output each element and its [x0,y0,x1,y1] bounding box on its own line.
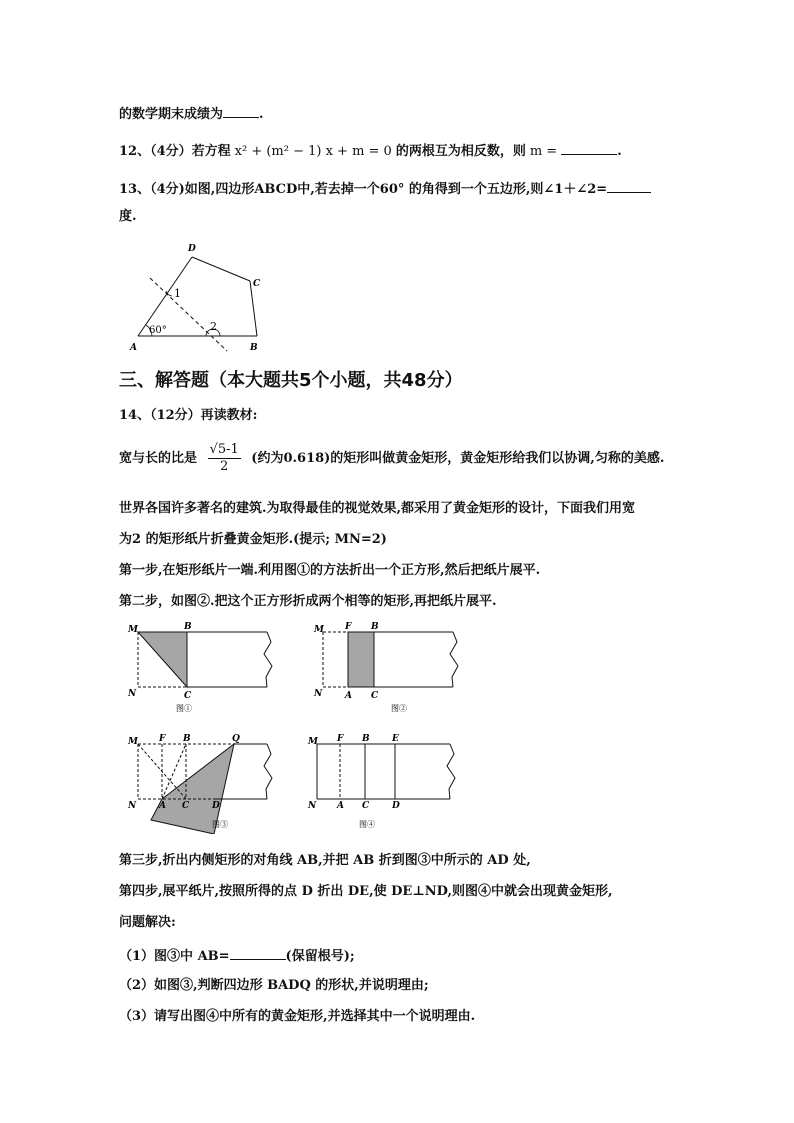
label-n: N [128,801,137,811]
label-angle-2: 2 [210,320,217,333]
label-n: N [308,801,317,811]
q12-var: m = [529,144,558,159]
label-m: M [314,625,324,635]
ratio-suffix: (约为0.618)的矩形叫做黄金矩形，黄金矩形给我们以协调,匀称的美感. [251,451,665,466]
figure-2 [311,622,471,717]
sub1-suffix: (保留根号); [285,949,355,964]
q14-para2-line2: 为2 的矩形纸片折叠黄金矩形.(提示; MN=2) [119,532,387,547]
label-b: B [250,343,258,353]
label-b: B [184,622,192,632]
torn-edge [264,632,272,687]
angle-arc-1 [166,291,172,296]
label-angle-1: 1 [174,287,181,300]
label-c: C [182,801,190,811]
label-m: M [128,625,138,635]
label-d: D [212,801,220,811]
label-b: B [183,734,191,744]
q12-period: . [617,144,622,159]
step-3: 第三步,折出内侧矩形的对角线 AB,并把 AB 折到图③中所示的 AD 处, [119,853,531,868]
label-n: N [314,689,323,699]
label-b: B [371,622,379,632]
q12-mid: 的两根互为相反数，则 [395,144,526,159]
label-n: N [128,689,137,699]
cut-line [150,278,227,351]
label-c: C [362,801,370,811]
q12-equation: x² + (m² − 1) x + m = 0 [234,144,392,159]
label-c: C [371,691,379,701]
label-d: D [188,244,196,254]
q14-para2-line1: 世界各国许多著名的建筑.为取得最佳的视觉效果,都采用了黄金矩形的设计，下面我们用宽 [119,501,636,516]
problem-head: 问题解决: [119,915,176,930]
label-m: M [308,737,318,747]
label-m: M [128,737,138,747]
subquestion-1 [119,945,355,966]
label-q: Q [232,734,240,744]
torn-edge [450,632,458,687]
answer-blank-13[interactable] [607,178,651,193]
label-f: F [345,622,352,632]
label-a: A [159,801,166,811]
step-1: 第一步,在矩形纸片一端.利用图①的方法折出一个正方形,然后把纸片展平. [119,563,541,578]
shaded-rect [348,632,374,687]
question-12 [119,140,622,161]
golden-ratio-fraction [208,442,241,475]
label-f: F [159,734,166,744]
q12-prefix: 12、（4分）若方程 [119,144,231,159]
side-cb [250,281,257,336]
sub1-prefix: （1）图③中 AB= [119,949,230,964]
q14-head: 14、（12分）再读教材: [119,408,258,423]
label-b: B [362,734,370,744]
q13-text: 13、（4分)如图,四边形ABCD中,若去掉一个60° 的角得到一个五边形,则∠1＋∠2= [119,182,608,197]
q14-ratio-line [119,441,664,477]
q13-tail: 度. [119,209,137,224]
ratio-prefix: 宽与长的比是 [119,451,198,466]
subquestion-2: （2）如图③,判断四边形 BADQ 的形状,并说明理由; [119,978,429,993]
q11-tail [119,103,264,124]
caption-2: 图② [391,704,407,713]
q11-text: 的数学期末成绩为 [119,107,224,122]
side-dc [192,257,250,281]
section-title: 三、解答题（本大题共5个小题，共48分） [119,370,463,391]
answer-blank-11[interactable] [223,103,259,118]
torn-edge [447,744,455,799]
figure-3 [124,734,284,834]
caption-1: 图① [176,704,192,713]
label-f: F [337,734,344,744]
answer-blank-12[interactable] [561,140,617,155]
figure-4 [307,734,467,834]
caption-3: 图③ [212,820,228,829]
label-c: C [184,691,192,701]
q11-period: . [259,107,264,122]
subquestion-3: （3）请写出图④中所有的黄金矩形,并选择其中一个说明理由. [119,1009,476,1024]
label-e: E [392,734,399,744]
fraction-denominator: 2 [220,459,229,474]
caption-4: 图④ [359,820,375,829]
quadrilateral-figure [124,238,274,356]
folded-triangle [138,632,187,687]
label-d: D [392,801,400,811]
label-a: A [130,343,137,353]
step-4: 第四步,展平纸片,按照所得的点 D 折出 DE,使 DE⊥ND,则图④中就会出现黄金矩形, [119,884,613,899]
label-a: A [345,691,352,701]
label-a: A [337,801,344,811]
answer-blank-ab[interactable] [230,945,286,960]
figure-1 [124,622,284,717]
fraction-numerator: √5-1 [209,442,239,457]
step-2: 第二步，如图②.把这个正方形折成两个相等的矩形,再把纸片展平. [119,594,497,609]
torn-edge [264,744,272,799]
label-60-degree: 60° [149,325,167,336]
question-13 [119,178,651,199]
label-c: C [253,279,261,289]
